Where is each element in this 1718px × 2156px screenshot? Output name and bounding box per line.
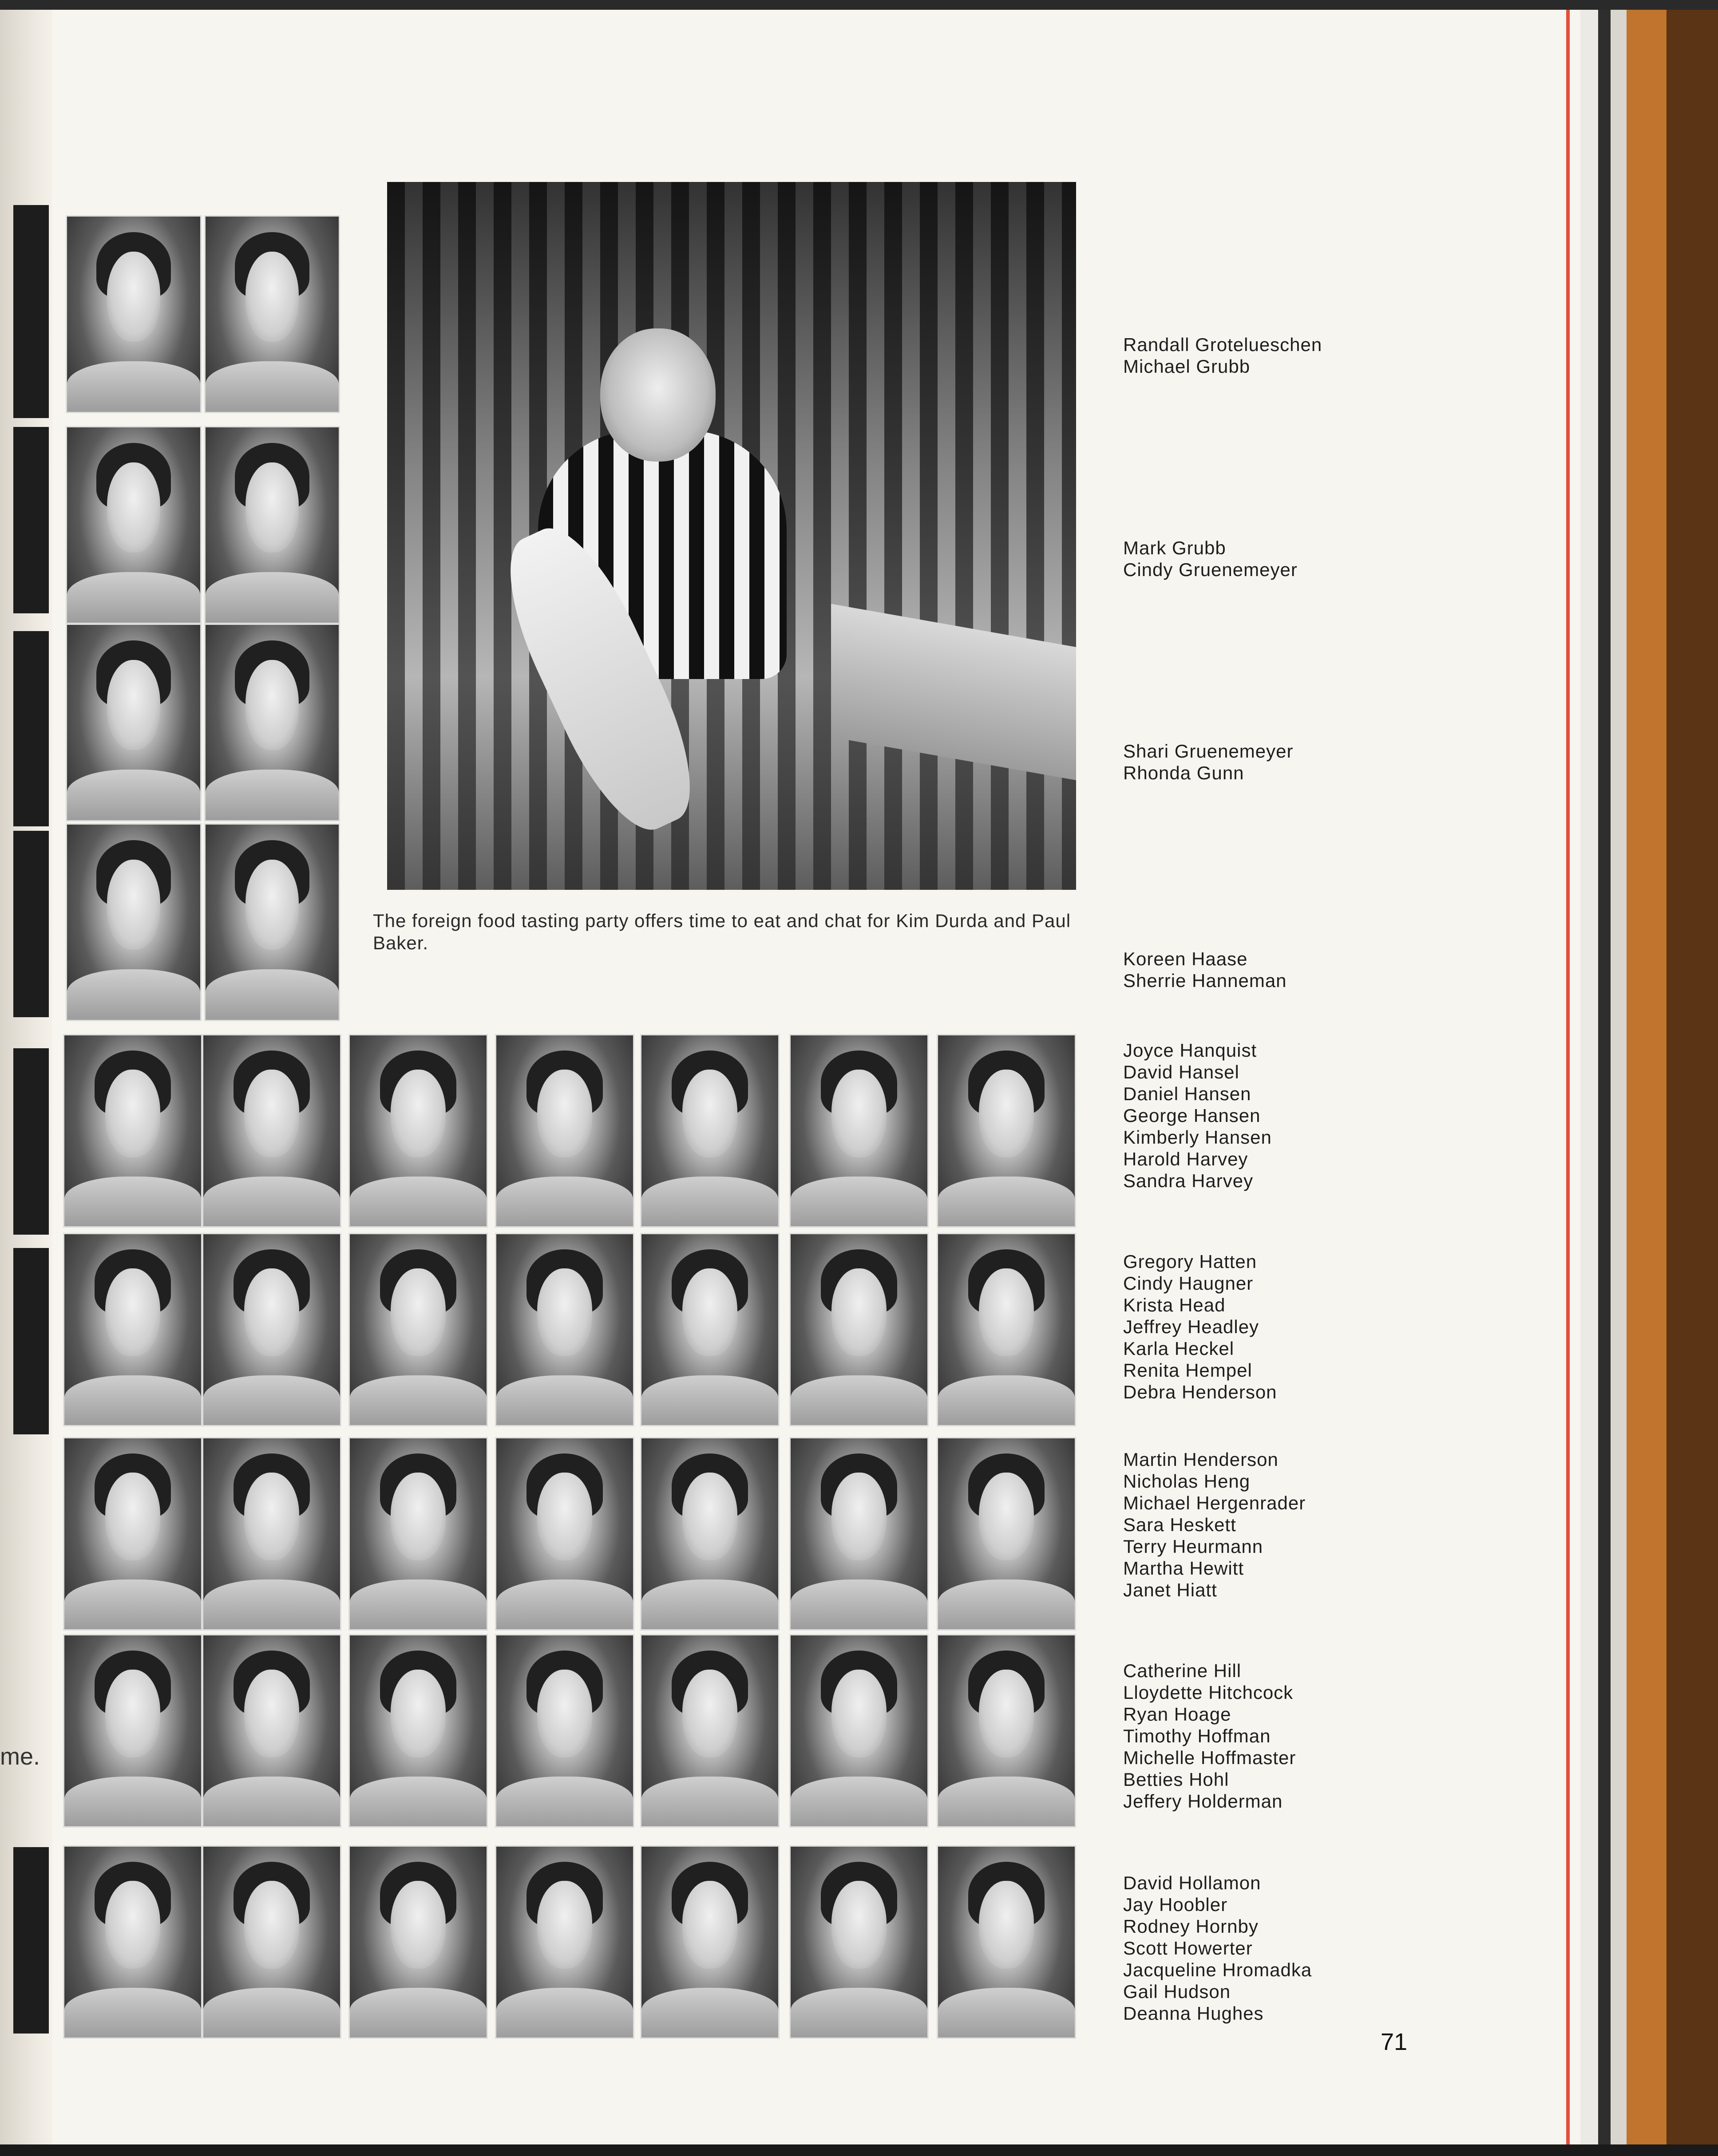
student-name: George Hansen xyxy=(1123,1105,1261,1126)
portrait-face xyxy=(682,1070,737,1157)
portrait-face xyxy=(107,252,160,341)
student-portrait xyxy=(789,1233,929,1426)
student-portrait xyxy=(348,1034,488,1228)
portrait-face xyxy=(831,1268,886,1356)
portrait-shoulders xyxy=(203,1579,340,1629)
portrait-shoulders xyxy=(938,1177,1075,1226)
portrait-face xyxy=(105,1268,160,1356)
portrait-shoulders xyxy=(64,1988,201,2038)
portrait-shoulders xyxy=(203,1777,340,1826)
student-name: Daniel Hansen xyxy=(1123,1083,1251,1104)
student-portrait xyxy=(495,1845,634,2039)
student-portrait xyxy=(63,1845,202,2039)
portrait-shoulders xyxy=(64,1375,201,1425)
student-name: Randall Grotelueschen xyxy=(1123,334,1322,355)
portrait-shoulders xyxy=(203,1988,340,2038)
student-name: Cindy Haugner xyxy=(1123,1273,1254,1294)
student-name: David Hollamon xyxy=(1123,1872,1261,1893)
student-name: Michelle Hoffmaster xyxy=(1123,1747,1296,1768)
portrait-face xyxy=(244,1473,299,1560)
book-cover-edge xyxy=(1627,10,1667,2144)
name-group xyxy=(1123,948,1287,991)
student-name: Kimberly Hansen xyxy=(1123,1127,1272,1148)
portrait-shoulders xyxy=(641,1177,778,1226)
student-name: Sherrie Hanneman xyxy=(1123,970,1287,991)
student-portrait xyxy=(937,1845,1076,2039)
student-name: Karla Heckel xyxy=(1123,1338,1235,1359)
student-name: Janet Hiatt xyxy=(1123,1579,1217,1600)
portrait-shoulders xyxy=(67,572,200,623)
student-portrait xyxy=(937,1233,1076,1426)
portrait-face xyxy=(245,660,299,750)
portrait-shoulders xyxy=(496,1177,633,1226)
student-name: Mark Grubb xyxy=(1123,537,1226,558)
feature-photo-table xyxy=(831,604,1076,781)
student-portrait xyxy=(348,1437,488,1631)
student-portrait xyxy=(789,1034,929,1228)
portrait-shoulders xyxy=(206,770,339,820)
student-portrait xyxy=(348,1845,488,2039)
portrait-shoulders xyxy=(64,1579,201,1629)
student-name: Martha Hewitt xyxy=(1123,1558,1244,1579)
student-name: Harold Harvey xyxy=(1123,1149,1248,1169)
student-name: Catherine Hill xyxy=(1123,1660,1242,1681)
student-portrait xyxy=(66,624,202,821)
student-portrait xyxy=(640,1437,780,1631)
portrait-shoulders xyxy=(641,1375,778,1425)
student-portrait xyxy=(204,426,340,624)
student-portrait xyxy=(63,1437,202,1631)
student-name: Timothy Hoffman xyxy=(1123,1726,1271,1746)
book-cover-edge-dark xyxy=(1667,10,1718,2144)
portrait-face xyxy=(537,1473,592,1560)
student-name: Michael Hergenrader xyxy=(1123,1493,1306,1513)
previous-page-photo-strip xyxy=(13,1248,49,1434)
portrait-shoulders xyxy=(350,1375,487,1425)
student-portrait xyxy=(640,1634,780,1828)
portrait-face xyxy=(245,860,299,949)
student-name: Rodney Hornby xyxy=(1123,1916,1259,1937)
student-portrait xyxy=(348,1634,488,1828)
portrait-shoulders xyxy=(791,1579,927,1629)
portrait-face xyxy=(105,1881,160,1969)
student-portrait xyxy=(495,1437,634,1631)
student-portrait xyxy=(495,1034,634,1228)
student-portrait xyxy=(66,215,202,413)
portrait-face xyxy=(245,252,299,341)
student-portrait xyxy=(202,1845,341,2039)
page-edge-dark xyxy=(1598,10,1611,2144)
student-portrait xyxy=(202,1437,341,1631)
portrait-face xyxy=(979,1881,1033,1969)
portrait-face xyxy=(831,1881,886,1969)
name-group xyxy=(1123,1449,1306,1601)
student-portrait xyxy=(63,1634,202,1828)
student-name: Sara Heskett xyxy=(1123,1514,1236,1535)
portrait-shoulders xyxy=(496,1777,633,1826)
student-name: Ryan Hoage xyxy=(1123,1704,1231,1725)
student-portrait xyxy=(202,1034,341,1228)
student-portrait xyxy=(937,1034,1076,1228)
student-portrait xyxy=(937,1634,1076,1828)
portrait-shoulders xyxy=(203,1375,340,1425)
name-group xyxy=(1123,740,1294,784)
portrait-face xyxy=(537,1268,592,1356)
previous-page-text-fragment: me. xyxy=(0,1743,40,1770)
portrait-shoulders xyxy=(67,770,200,820)
portrait-shoulders xyxy=(641,1777,778,1826)
student-portrait xyxy=(789,1845,929,2039)
portrait-shoulders xyxy=(496,1988,633,2038)
name-group xyxy=(1123,537,1298,580)
portrait-face xyxy=(979,1070,1033,1157)
student-name: Joyce Hanquist xyxy=(1123,1040,1257,1061)
student-portrait xyxy=(204,215,340,413)
portrait-face xyxy=(391,1473,445,1560)
bottom-binding-edge xyxy=(0,2144,1718,2156)
portrait-shoulders xyxy=(791,1375,927,1425)
student-portrait xyxy=(348,1233,488,1426)
student-name: Betties Hohl xyxy=(1123,1769,1229,1790)
portrait-face xyxy=(979,1473,1033,1560)
portrait-face xyxy=(831,1070,886,1157)
portrait-shoulders xyxy=(938,1375,1075,1425)
student-name: Jeffery Holderman xyxy=(1123,1791,1283,1812)
student-name: Gail Hudson xyxy=(1123,1981,1231,2002)
portrait-face xyxy=(682,1268,737,1356)
feature-photo-subject-face xyxy=(600,328,716,462)
student-name: Rhonda Gunn xyxy=(1123,762,1244,783)
portrait-face xyxy=(244,1268,299,1356)
portrait-face xyxy=(391,1881,445,1969)
portrait-face xyxy=(391,1268,445,1356)
portrait-face xyxy=(244,1070,299,1157)
name-group xyxy=(1123,1251,1277,1403)
top-binding-edge xyxy=(0,0,1718,10)
portrait-face xyxy=(537,1670,592,1757)
portrait-face xyxy=(979,1670,1033,1757)
student-name: Shari Gruenemeyer xyxy=(1123,741,1294,762)
portrait-face xyxy=(244,1881,299,1969)
portrait-shoulders xyxy=(641,1988,778,2038)
portrait-face xyxy=(105,1070,160,1157)
page-edge-red-line xyxy=(1566,10,1570,2144)
student-name: Scott Howerter xyxy=(1123,1938,1253,1959)
previous-page-photo-strip xyxy=(13,427,49,613)
portrait-face xyxy=(682,1473,737,1560)
portrait-shoulders xyxy=(67,361,200,412)
portrait-shoulders xyxy=(203,1177,340,1226)
photo-caption: The foreign food tasting party offers time to eat and chat for Kim Durda and Paul Baker. xyxy=(373,910,1071,953)
student-name: Gregory Hatten xyxy=(1123,1251,1257,1272)
student-portrait xyxy=(640,1034,780,1228)
portrait-face xyxy=(105,1473,160,1560)
student-portrait xyxy=(63,1233,202,1426)
student-portrait xyxy=(640,1845,780,2039)
portrait-shoulders xyxy=(350,1579,487,1629)
student-name: Jacqueline Hromadka xyxy=(1123,1959,1312,1980)
portrait-shoulders xyxy=(206,572,339,623)
student-portrait xyxy=(495,1634,634,1828)
name-group xyxy=(1123,1872,1312,2024)
portrait-shoulders xyxy=(641,1579,778,1629)
previous-page-photo-strip xyxy=(13,1048,49,1235)
portrait-face xyxy=(107,660,160,750)
student-name: Debra Henderson xyxy=(1123,1382,1277,1402)
student-name: Nicholas Heng xyxy=(1123,1471,1251,1492)
student-portrait xyxy=(202,1634,341,1828)
portrait-face xyxy=(107,462,160,552)
portrait-shoulders xyxy=(64,1777,201,1826)
name-group xyxy=(1123,1039,1272,1192)
student-name: Deanna Hughes xyxy=(1123,2003,1264,2024)
page-edge xyxy=(1611,10,1627,2144)
portrait-shoulders xyxy=(496,1579,633,1629)
feature-photo xyxy=(387,182,1076,890)
student-name: Sandra Harvey xyxy=(1123,1170,1254,1191)
portrait-shoulders xyxy=(206,361,339,412)
student-portrait xyxy=(789,1437,929,1631)
portrait-shoulders xyxy=(938,1988,1075,2038)
portrait-face xyxy=(831,1473,886,1560)
portrait-shoulders xyxy=(67,969,200,1020)
name-group xyxy=(1123,1660,1296,1812)
previous-page-photo-strip xyxy=(13,831,49,1017)
name-group xyxy=(1123,334,1322,377)
portrait-shoulders xyxy=(350,1777,487,1826)
portrait-face xyxy=(391,1670,445,1757)
portrait-face xyxy=(979,1268,1033,1356)
student-portrait xyxy=(640,1233,780,1426)
portrait-face xyxy=(537,1881,592,1969)
student-portrait xyxy=(789,1634,929,1828)
portrait-face xyxy=(831,1670,886,1757)
student-name: Renita Hempel xyxy=(1123,1360,1252,1381)
portrait-shoulders xyxy=(350,1177,487,1226)
page-number: 71 xyxy=(1381,2029,1408,2055)
student-name: Cindy Gruenemeyer xyxy=(1123,559,1298,580)
portrait-face xyxy=(391,1070,445,1157)
portrait-shoulders xyxy=(938,1777,1075,1826)
student-name: Krista Head xyxy=(1123,1295,1226,1315)
student-portrait xyxy=(66,426,202,624)
portrait-face xyxy=(105,1670,160,1757)
portrait-shoulders xyxy=(791,1988,927,2038)
previous-page-photo-strip xyxy=(13,205,49,418)
portrait-shoulders xyxy=(206,969,339,1020)
student-name: Michael Grubb xyxy=(1123,356,1251,377)
portrait-face xyxy=(245,462,299,552)
student-name: David Hansel xyxy=(1123,1062,1239,1082)
portrait-shoulders xyxy=(938,1579,1075,1629)
student-name: Jay Hoobler xyxy=(1123,1894,1228,1915)
portrait-shoulders xyxy=(791,1177,927,1226)
student-portrait xyxy=(202,1233,341,1426)
portrait-face xyxy=(537,1070,592,1157)
portrait-face xyxy=(682,1881,737,1969)
student-portrait xyxy=(495,1233,634,1426)
student-name: Martin Henderson xyxy=(1123,1449,1279,1470)
portrait-face xyxy=(682,1670,737,1757)
page-edge xyxy=(1580,10,1598,2144)
previous-page-photo-strip xyxy=(13,631,49,826)
student-name: Koreen Haase xyxy=(1123,948,1248,969)
student-portrait xyxy=(204,823,340,1021)
student-portrait xyxy=(66,823,202,1021)
portrait-face xyxy=(107,860,160,949)
portrait-shoulders xyxy=(791,1777,927,1826)
portrait-shoulders xyxy=(350,1988,487,2038)
student-portrait xyxy=(63,1034,202,1228)
portrait-shoulders xyxy=(64,1177,201,1226)
student-portrait xyxy=(937,1437,1076,1631)
portrait-face xyxy=(244,1670,299,1757)
student-portrait xyxy=(204,624,340,821)
student-name: Jeffrey Headley xyxy=(1123,1316,1259,1337)
previous-page-photo-strip xyxy=(13,1847,49,2034)
student-name: Terry Heurmann xyxy=(1123,1536,1263,1557)
previous-page-sliver xyxy=(0,10,52,2144)
portrait-shoulders xyxy=(496,1375,633,1425)
student-name: Lloydette Hitchcock xyxy=(1123,1682,1294,1703)
